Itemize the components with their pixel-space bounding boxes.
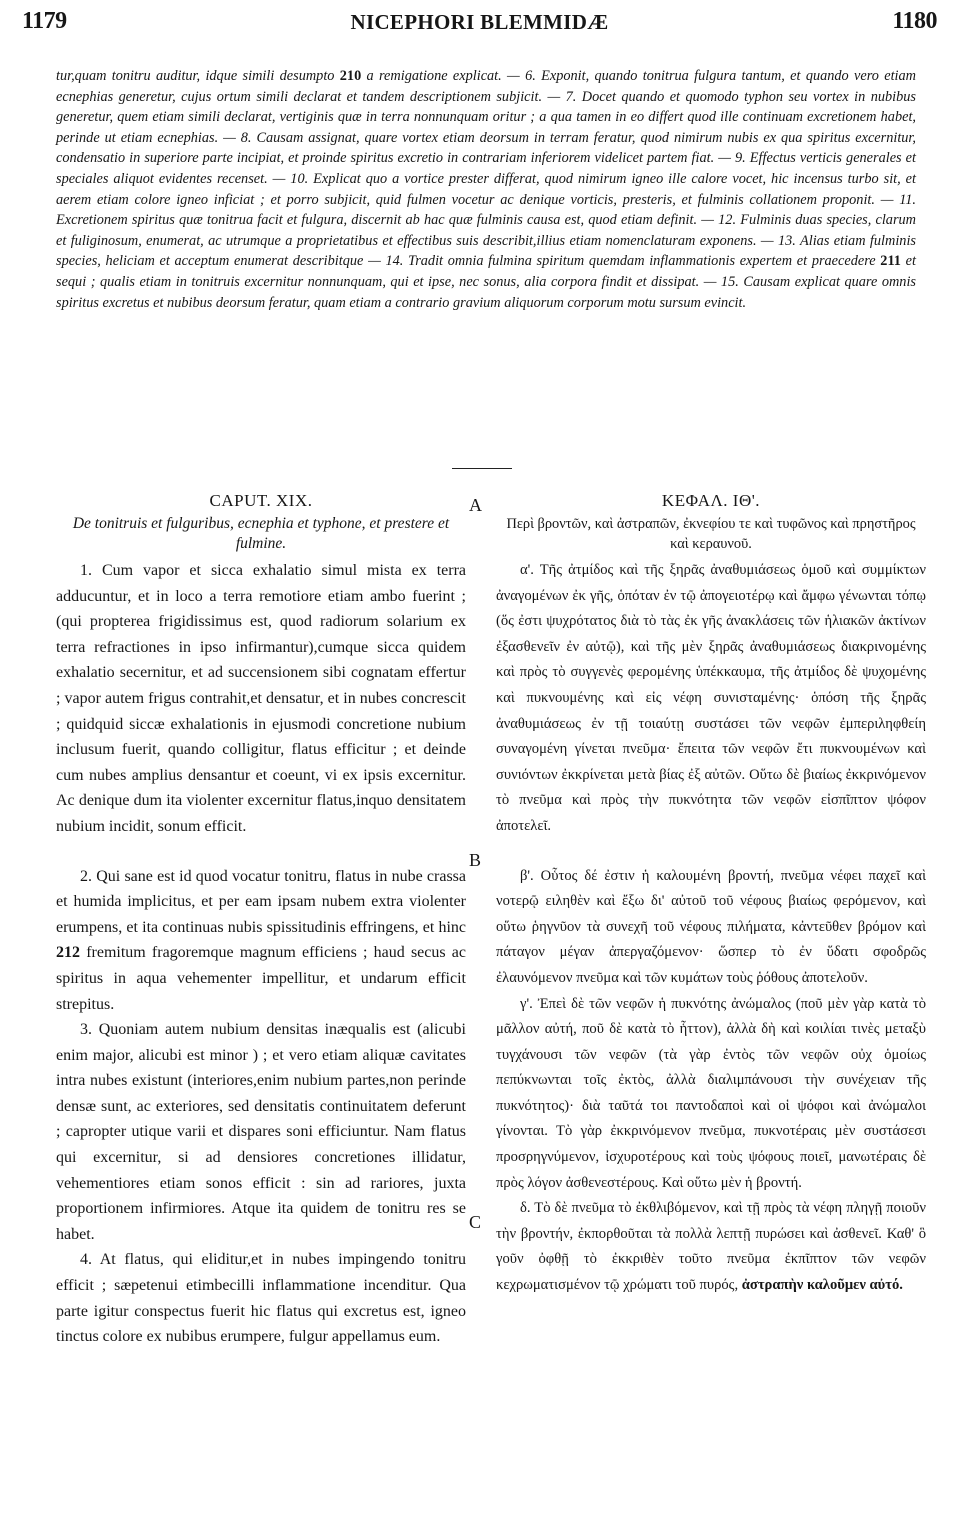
paragraph-text: 2. Qui sane est id quod vocatur tonitru, flatus in nube crassa et humida implicitus, et per eam ipsam nubem extra violenter erumpens, et ita continuas nubis spissitudinis effringens, et hinc [56, 867, 466, 936]
page-number-right: 1180 [892, 8, 937, 34]
page-header [22, 6, 937, 40]
paragraph-2: β'. Οὗτος δέ ἐστιν ἡ καλουμένη βροντή, πνεῦμα νέφει παχεῖ καὶ νοτερῷ ειληθὲν καὶ ἔξω δι' αὐτοῦ τοῦ νέφους βιαίως φερόμενον, καὶ οὕτω ῥηγνῦον τὰ συνεχῆ τοῦ νέφους πιλήματα, κἀντεῦθεν βρόμον καὶ πάταγον μέγαν ἀπεργαζόμενον· ὥσπερ τὸ ἐν ὕδατι σφοδρῶς ἐλαυνόμενον πνεῦμα καὶ τῶν κυμάτων τοὺς ῥόθους ἀποτελοῦν. [496, 867, 926, 986]
paragraph-3: γ'. Ἐπεὶ δὲ τῶν νεφῶν ἡ πυκνότης ἀνώμαλος (ποῦ μὲν γὰρ κατὰ τὸ μᾶλλον αὐτή, ποῦ δὲ κατὰ τὸ ἧττον), ἀλλὰ δὴ καὶ κοιλίαι τινὲς μεταξὺ τυγχάνουσι τῶν νεφῶν (τὰ γὰρ ἐντὸς τῶν νεφῶν οὐχ ὁμοίως πεπύκνωνται τοῖς ἐκτὸς, ἀλλὰ διαλιμπάνουσι τὴν συνέχειαν τῆς πυκνότητος)· διὰ ταῦτά τοι παντοδαποὶ καὶ οἱ ψόφοι καὶ ἀνώμαλοι γίνονται. Τὸ γὰρ ἐκκρινόμενον πνεῦμα, πυκνοτέραις μὲν συστάσεσι προσρηγνύμενον, ἰσχυροτέρους καὶ τοὺς ψόφους ποιεῖ, μανωτέραις δὲ πρὸς λόγον ἀσθενεστέρους. Καὶ οὕτω μὲν ἡ βροντή. [496, 995, 926, 1191]
summary-text: tur,quam tonitru auditur, idque simili desumpto [56, 68, 340, 84]
chapter-summary [56, 66, 916, 313]
chapter-heading: ΚΕΦΑΛ. ΙΘ'. [661, 491, 761, 510]
latin-column [56, 478, 466, 1350]
chapter-heading: CAPUT. XIX. [209, 491, 313, 510]
paragraph-text: fremitum fragoremque magnum efficiens ; haud secus ac spiritus in aqua vehementer impellitur, et undarum efficit strepitus. [56, 944, 466, 1013]
bold-phrase: ἀστραπὴν καλοῦμεν αὐτό. [741, 1277, 903, 1294]
column-number: 210 [339, 68, 362, 84]
paragraph-2 [56, 864, 466, 1018]
greek-column [496, 478, 926, 1299]
column-number: 212 [56, 944, 80, 962]
paragraph-1: α'. Τῆς ἀτμίδος καὶ τῆς ξηρᾶς ἀναθυμιάσεως ὁμοῦ καὶ συμμίκτων ἀναγομένων ἐκ γῆς, ὁπόταν ἐν τῷ ἀπογειοτέρῳ καὶ ἄμφω γένωνται τόπῳ (ὅς ἐστι ψυχρότατος διὰ τὸ τὰς ἐκ γῆς ἀνακλάσεις τῶν ἡλιακῶν ἀκτίνων ἐξασθενεῖν ἐν αὐτῷ), καὶ τῆς μὲν ξηρᾶς ἀναθυμιάσεως διακρινομένης καὶ πρὸς τὸ συγγενὲς φερομένης ὑπέκκαυμα, τῆς ἀτμίδος δὲ ψυχομένης καὶ πυκνουμένης καὶ εἰς νέφη συνισταμένης· ὁπόση τῆς ξηρᾶς ἀναθυμιάσεως ἐν τῇ τοιαύτῃ συστάσει τῶν νεφῶν ἐμπεριληφθείη συναγομένη γίνεται πνεῦμα· ἔπειτα τῶν νεφῶν ἔτι πυκνουμένων καὶ συνιόντων ἐκκρίνεται μετὰ βίας ἐξ αὐτῶν. Οὕτω δὲ βιαίως ἐκκρινόμενον τὸ πνεῦμα καὶ πρὸς τὴν πυκνότητα τῶν νεφῶν εἰσπῖπτον ψόφον ἀποτελεῖ. [496, 562, 926, 834]
running-title: NICEPHORI BLEMMIDÆ [350, 10, 609, 34]
paragraph-4 [496, 1196, 926, 1298]
paragraph-1: 1. Cum vapor et sicca exhalatio simul mista ex terra adducuntur, et in loco a terra remotiore etiam ambo fuerint ; (qui propterea frigidissimus est, quod radiorum solarium ex terra refractiones in ipso infirmantur),cumque sicca quidem exhalatio secernitur, et ad succensionem sibi cognatam effertur ; vapor autem frigus contrahit,et densatur, et in nubes concrescit ; quidquid siccæ exhalationis in ejusmodi concretione nubium inclusum fuerit, quando colligitur, flatus efficitur ; et deinde cum nubes amplius densantur et coeunt, vi ex ipsis excernitur. Ac denique dum ita violenter excernitur flatus,inquo densitatem nubium incidit, sonum efficit. [56, 562, 466, 835]
separator-rule [452, 468, 512, 469]
page-number-left: 1179 [22, 8, 67, 34]
margin-letter-c: C [469, 1212, 482, 1232]
margin-letter-b: B [469, 850, 482, 870]
paragraph-3: 3. Quoniam autem nubium densitas inæqualis est (alicubi enim major, alicubi est minor ) ; et vero etiam aliquæ cavitates intra nubes existunt (interiores,enim nubium partes,non perinde densæ sunt, ac exteriores, sed densitatis continuitatem deferunt ; capropter utique varii et dispares soni efficiuntur. Nam flatus qui excernitur, si ad densiores concretiones illidatur, vehementiores etiam sonos efficit : sin ad rariores, juxta proportionem infirmiores. Atque ita quidem de tonitru res se habet. [56, 1021, 466, 1243]
paragraph-text: δ. Τὸ δὲ πνεῦμα τὸ ἐκθλιβόμενον, καὶ τῇ πρὸς τὰ νέφη πληγῇ ποιοῦν τὴν βροντήν, ἐκπορθοῦται τὰ πολλὰ λεπτῇ πυρώσει καὶ ἀσθενεῖ. Καθ' ὃ γοῦν ὀφθῇ τὸ ἐκκριθὲν τοῦτο πνεῦμα ἐκπῖπτον τῶν νεφῶν κεχρωματισμένον τῷ χρώματι τοῦ πυρός, [496, 1200, 926, 1294]
column-number: 211 [880, 253, 901, 270]
paragraph-4: 4. At flatus, qui eliditur,et in nubes impingendo tonitru efficit ; sæpetenui etimbecilli inflammatione incenditur. Qua parte igitur conspectus fuerit hic flatus qui excretus est, igneo tinctus colore ex nubibus erumpere, fulgur appellamus eum. [56, 1251, 466, 1346]
margin-letter-a: A [469, 495, 482, 515]
summary-text: et sequi ; qualis etiam in tonitruis excernitur nonnunquam, qui et ipse, nec sonus, alia corpora findit et dissipat. — 15. Causam explicat quare omnis spiritus excretus et nubibus deorsum feratur, quam etiam a contrario gravium aliquorum corporum motu sursum evincit. [56, 253, 916, 311]
chapter-subtitle: Περὶ βροντῶν, καὶ ἀστραπῶν, ἐκνεφίου τε καὶ τυφῶνος καὶ πρηστῆρος καὶ κεραυνοῦ. [506, 516, 916, 552]
chapter-subtitle: De tonitruis et fulguribus, ecnephia et typhone, et prestere et fulmine. [72, 515, 450, 552]
summary-text: a remigatione explicat. — 6. Exponit, quando tonitrua fulgura tantum, et quando vero etiam ecnephias generetur, cujus ortum simili declarat et tandem descriptionem subjicit. — 7. Docet quando et quomodo typhon seu vortex in nubibus generetur, quem etiam simili declarat, vertiginis quæ in terra nonnunquam oritur ; a qua tamen in eo differt quod ille continuam excretionem habet, perinde ut etiam ecnephias. — 8. Causam assignat, quare vortex etiam deorsum in terram feratur, quod nimirum nubis ex qua spiritus excernitur, condensatio in superiore parte incipiat, et proinde spiritus excretio in contrariam inferiorem videlicet partem fiat. — 9. Effectus verticis generales et speciales aliquot evidentes recenset. — 10. Explicat quo a vortice prester differat, quod nimirum igneo ille calore vocet, hic incensus turbo sit, et aerem etiam colore igneo inficiat ; et porro subjicit, quid fulmen vocetur ac denique vorticis, presteris, et fulminis collationem proponit. — 11. Excretionem spiritus quæ tonitrua facit et fulgura, discernit ab hac quæ fulminis causa est, quod etiam definit. — 12. Fulminis duas species, clarum et fuliginosum, enumerat, ac utrumque a proprietatibus et effectibus suis describit,illius etiam nomenclaturam exponens. — 13. Alias etiam fulminis species, heliciam et acceptum enumerat describitque — 14. Tradit omnia fulmina spiritum quemdam inflammationis expertem et praecedere [56, 68, 916, 270]
